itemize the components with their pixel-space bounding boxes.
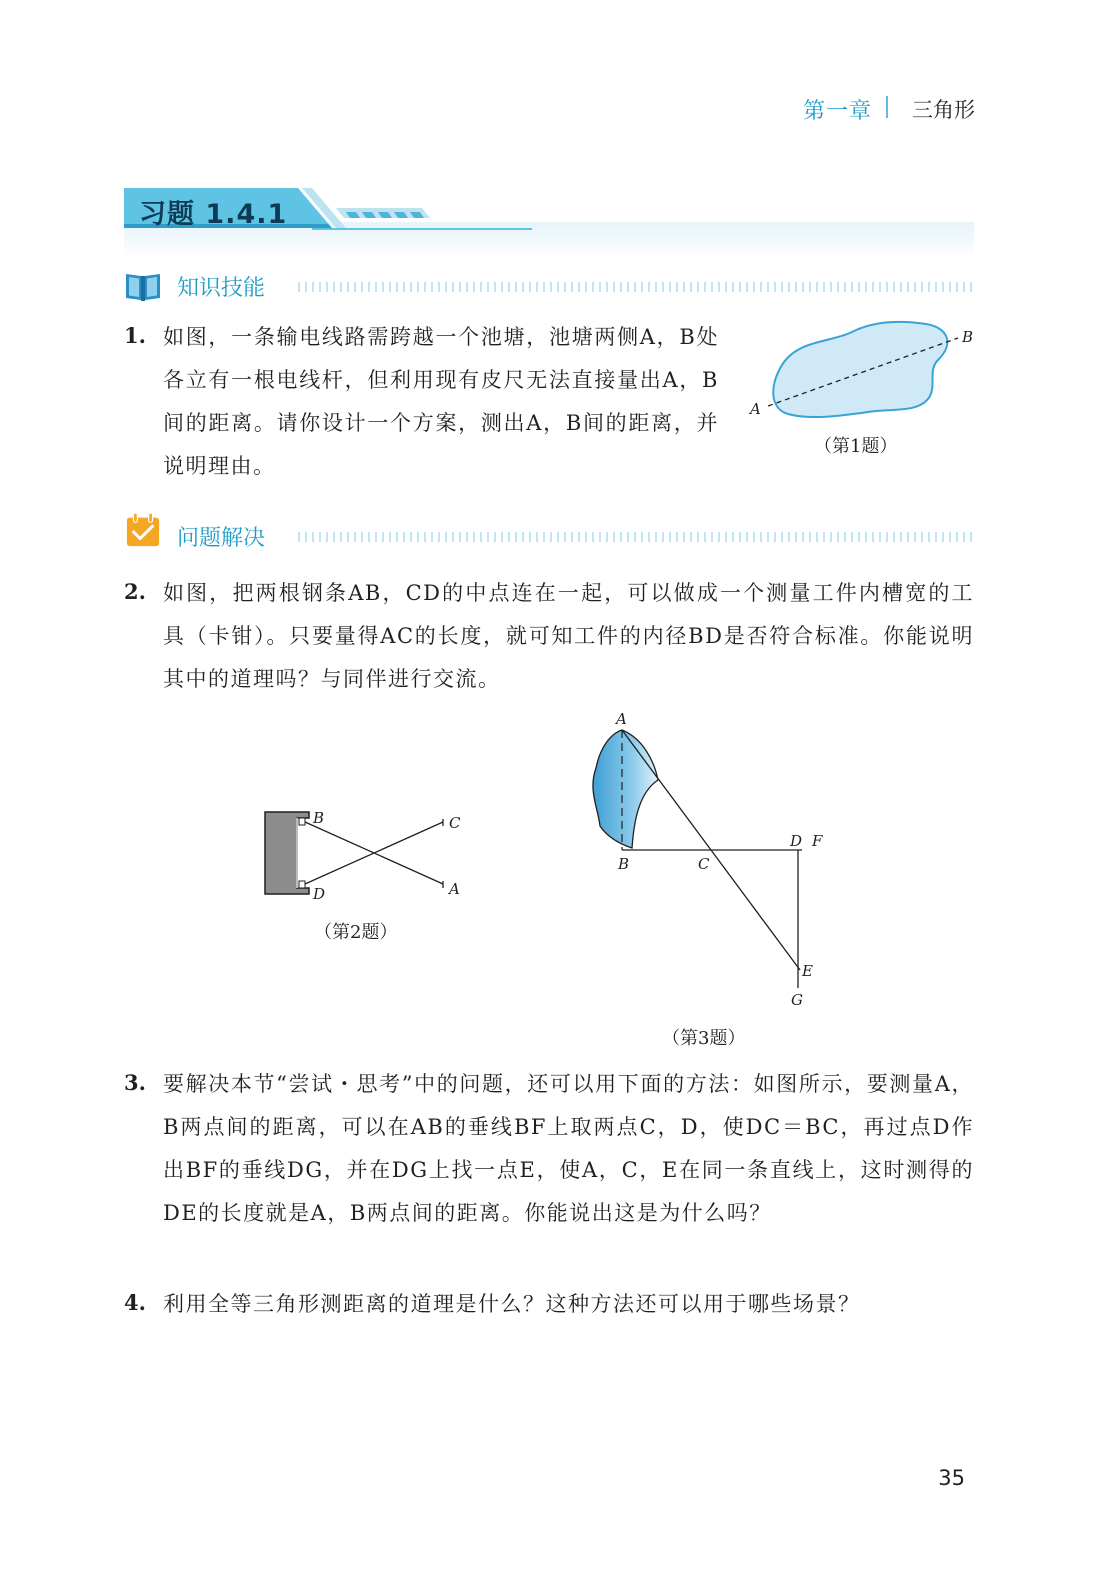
point-label: A — [449, 880, 460, 898]
calendar-check-icon — [124, 512, 162, 548]
section-divider — [298, 282, 974, 292]
pond-shape — [593, 730, 658, 848]
pond-measurement-diagram — [580, 708, 840, 1008]
question-number: 4. — [124, 1290, 146, 1315]
caliper-diagram — [255, 800, 485, 910]
exercise-title: 习题 1.4.1 — [139, 199, 288, 230]
point-label: A — [616, 710, 627, 728]
point-label: F — [812, 832, 823, 850]
open-book-icon — [124, 268, 162, 304]
point-label: A — [750, 400, 761, 418]
question-number: 2. — [124, 579, 146, 604]
question-text: 要解决本节“尝试・思考”中的问题，还可以用下面的方法：如图所示，要测量A，B两点间的距离，可以在AB的垂线BF上取两点C，D，使DC＝BC，再过点D作出BF的垂线DG，并在DG上找一点E，使A，C，E在同一条直线上，这时测得的DE的长度就是A，B两点间的距离。你能说出这是为什么吗？ — [163, 1072, 974, 1225]
point-label: G — [791, 991, 803, 1008]
point-label: B — [313, 809, 325, 827]
point-label: E — [802, 962, 813, 980]
point-label: B — [962, 328, 974, 346]
point-label: B — [618, 855, 630, 873]
figure-caption: （第2题） — [314, 922, 398, 943]
chapter-label: 第一章 — [802, 99, 872, 124]
header-separator — [886, 96, 888, 118]
point-label: D — [313, 885, 326, 903]
question-number: 1. — [124, 323, 146, 348]
section-label-skills: 知识技能 — [177, 276, 266, 301]
question-text: 利用全等三角形测距离的道理是什么？这种方法还可以用于哪些场景？ — [163, 1292, 861, 1316]
section-label-problem: 问题解决 — [177, 526, 266, 551]
pond-diagram — [740, 310, 980, 430]
point-label: D — [790, 832, 803, 850]
question-text: 如图，把两根钢条AB，CD的中点连在一起，可以做成一个测量工件内槽宽的工具（卡钳）。只要量得AC的长度，就可知工件的内径BD是否符合标准。你能说明其中的道理吗？与同伴进行交流。 — [163, 581, 974, 691]
point-label: C — [698, 855, 710, 873]
pond-shape — [773, 322, 947, 417]
point-label: C — [449, 814, 461, 832]
question-text: 如图，一条输电线路需跨越一个池塘，池塘两侧A，B处各立有一根电线杆，但利用现有皮尺无法直接量出A，B间的距离。请你设计一个方案，测出A，B间的距离，并说明理由。 — [163, 325, 719, 478]
chapter-title: 三角形 — [912, 98, 975, 122]
figure-caption: （第1题） — [814, 436, 898, 457]
section-divider — [298, 532, 974, 542]
figure-caption: （第3题） — [662, 1028, 746, 1049]
question-number: 3. — [124, 1070, 146, 1095]
page-number: 35 — [938, 1466, 965, 1490]
